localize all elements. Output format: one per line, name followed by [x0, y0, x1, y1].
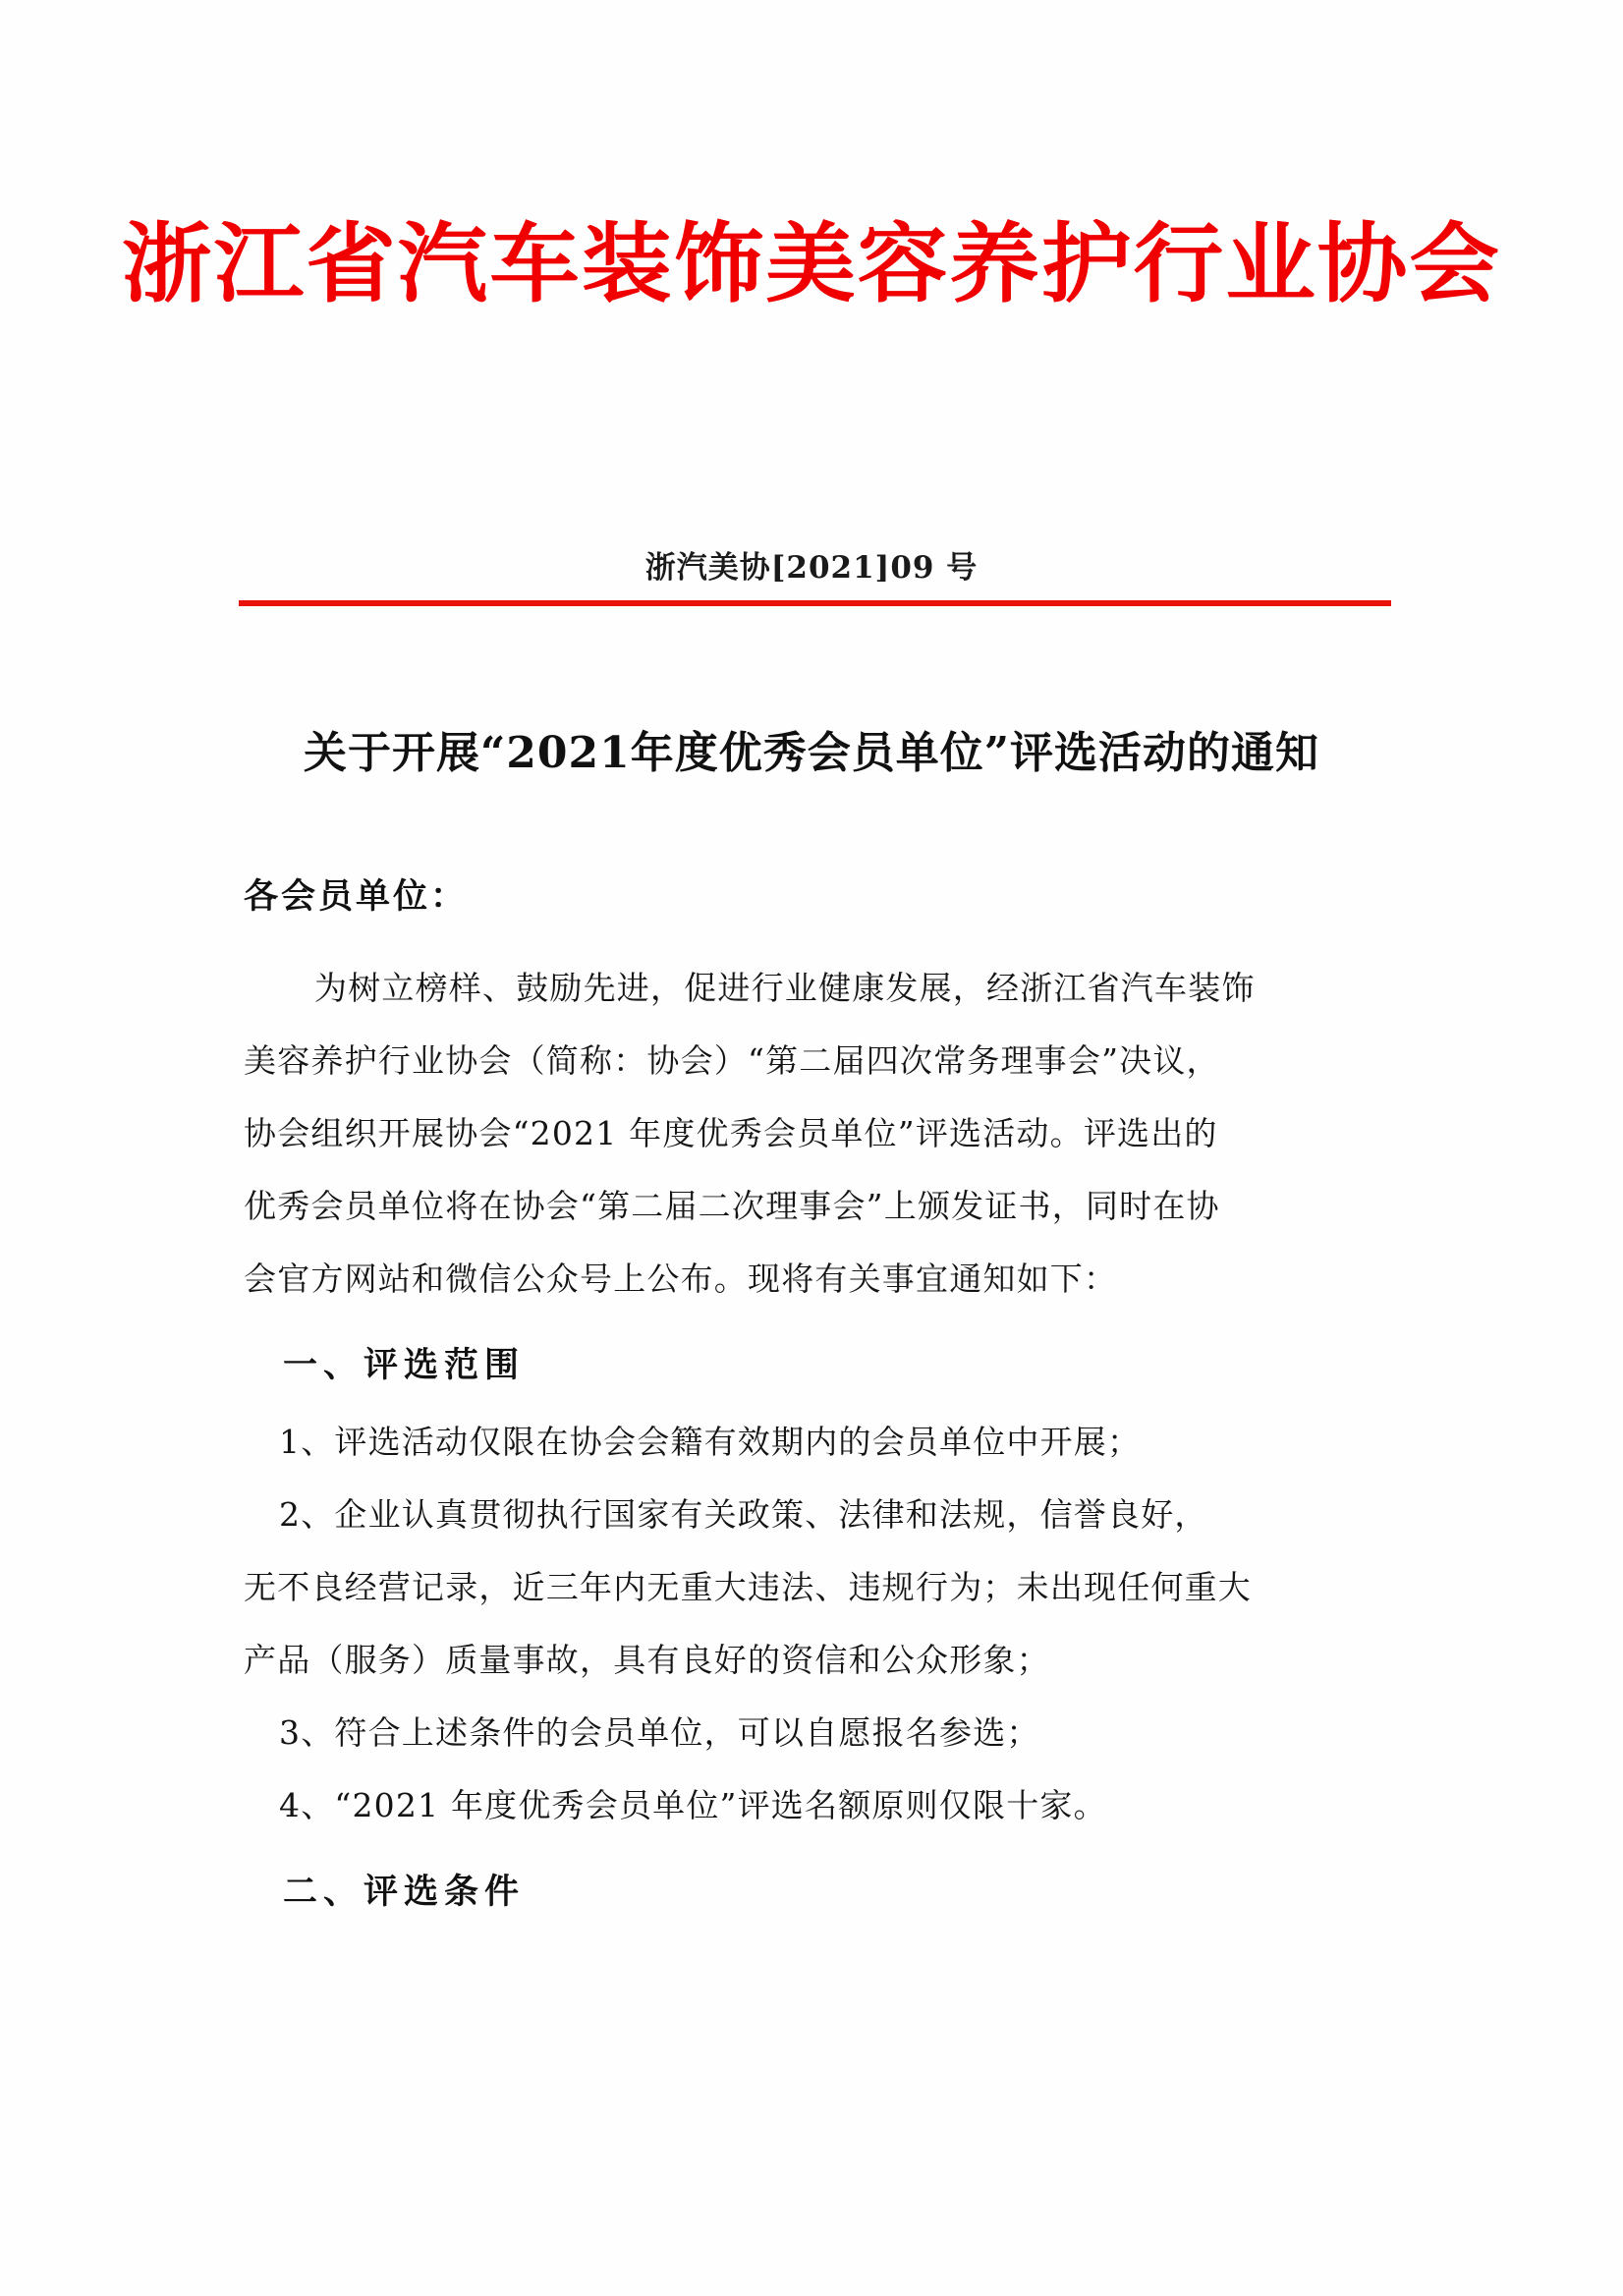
page-title: 关于开展“2021年度优秀会员单位”评选活动的通知 — [303, 728, 1320, 778]
section-heading-criteria: 二、评选条件 — [283, 1872, 526, 1912]
document-number-row — [0, 542, 1623, 587]
document-number: 浙汽美协[2021]09 号 — [644, 550, 979, 586]
section-item: 2、企业认真贯彻执行国家有关政策、法律和法规，信誉良好， — [279, 1495, 1208, 1534]
salutation: 各会员单位： — [244, 876, 469, 917]
red-separator-rule — [239, 600, 1391, 606]
section-item: 无不良经营记录，近三年内无重大违法、违规行为；未出现任何重大 — [244, 1568, 1252, 1606]
section-heading-scope: 一、评选范围 — [283, 1345, 526, 1385]
section-item: 4、“2021 年度优秀会员单位”评选名额原则仅限十家。 — [279, 1786, 1107, 1824]
intro-line: 会官方网站和微信公众号上公布。现将有关事宜通知如下： — [244, 1260, 1118, 1298]
intro-line: 优秀会员单位将在协会“第二届二次理事会”上颁发证书，同时在协 — [244, 1187, 1220, 1225]
section-item: 1、评选活动仅限在协会会籍有效期内的会员单位中开展； — [279, 1423, 1142, 1461]
spacer — [244, 1316, 1403, 1325]
notice-title-row — [0, 717, 1623, 780]
intro-line: 为树立榜样、鼓励先进，促进行业健康发展，经浙江省汽车装饰 — [314, 969, 1256, 1007]
section-item: 3、符合上述条件的会员单位，可以自愿报名参选； — [279, 1713, 1040, 1752]
document-body — [244, 869, 1403, 1932]
masthead — [0, 212, 1623, 314]
spacer — [244, 1842, 1403, 1852]
section-item: 产品（服务）质量事故，具有良好的资信和公众形象； — [244, 1641, 1050, 1679]
intro-line: 美容养护行业协会（简称：协会）“第二届四次常务理事会”决议， — [244, 1041, 1220, 1080]
organization-title: 浙江省汽车装饰美容养护行业协会 — [121, 212, 1502, 314]
intro-line: 协会组织开展协会“2021 年度优秀会员单位”评选活动。评选出的 — [244, 1114, 1218, 1152]
